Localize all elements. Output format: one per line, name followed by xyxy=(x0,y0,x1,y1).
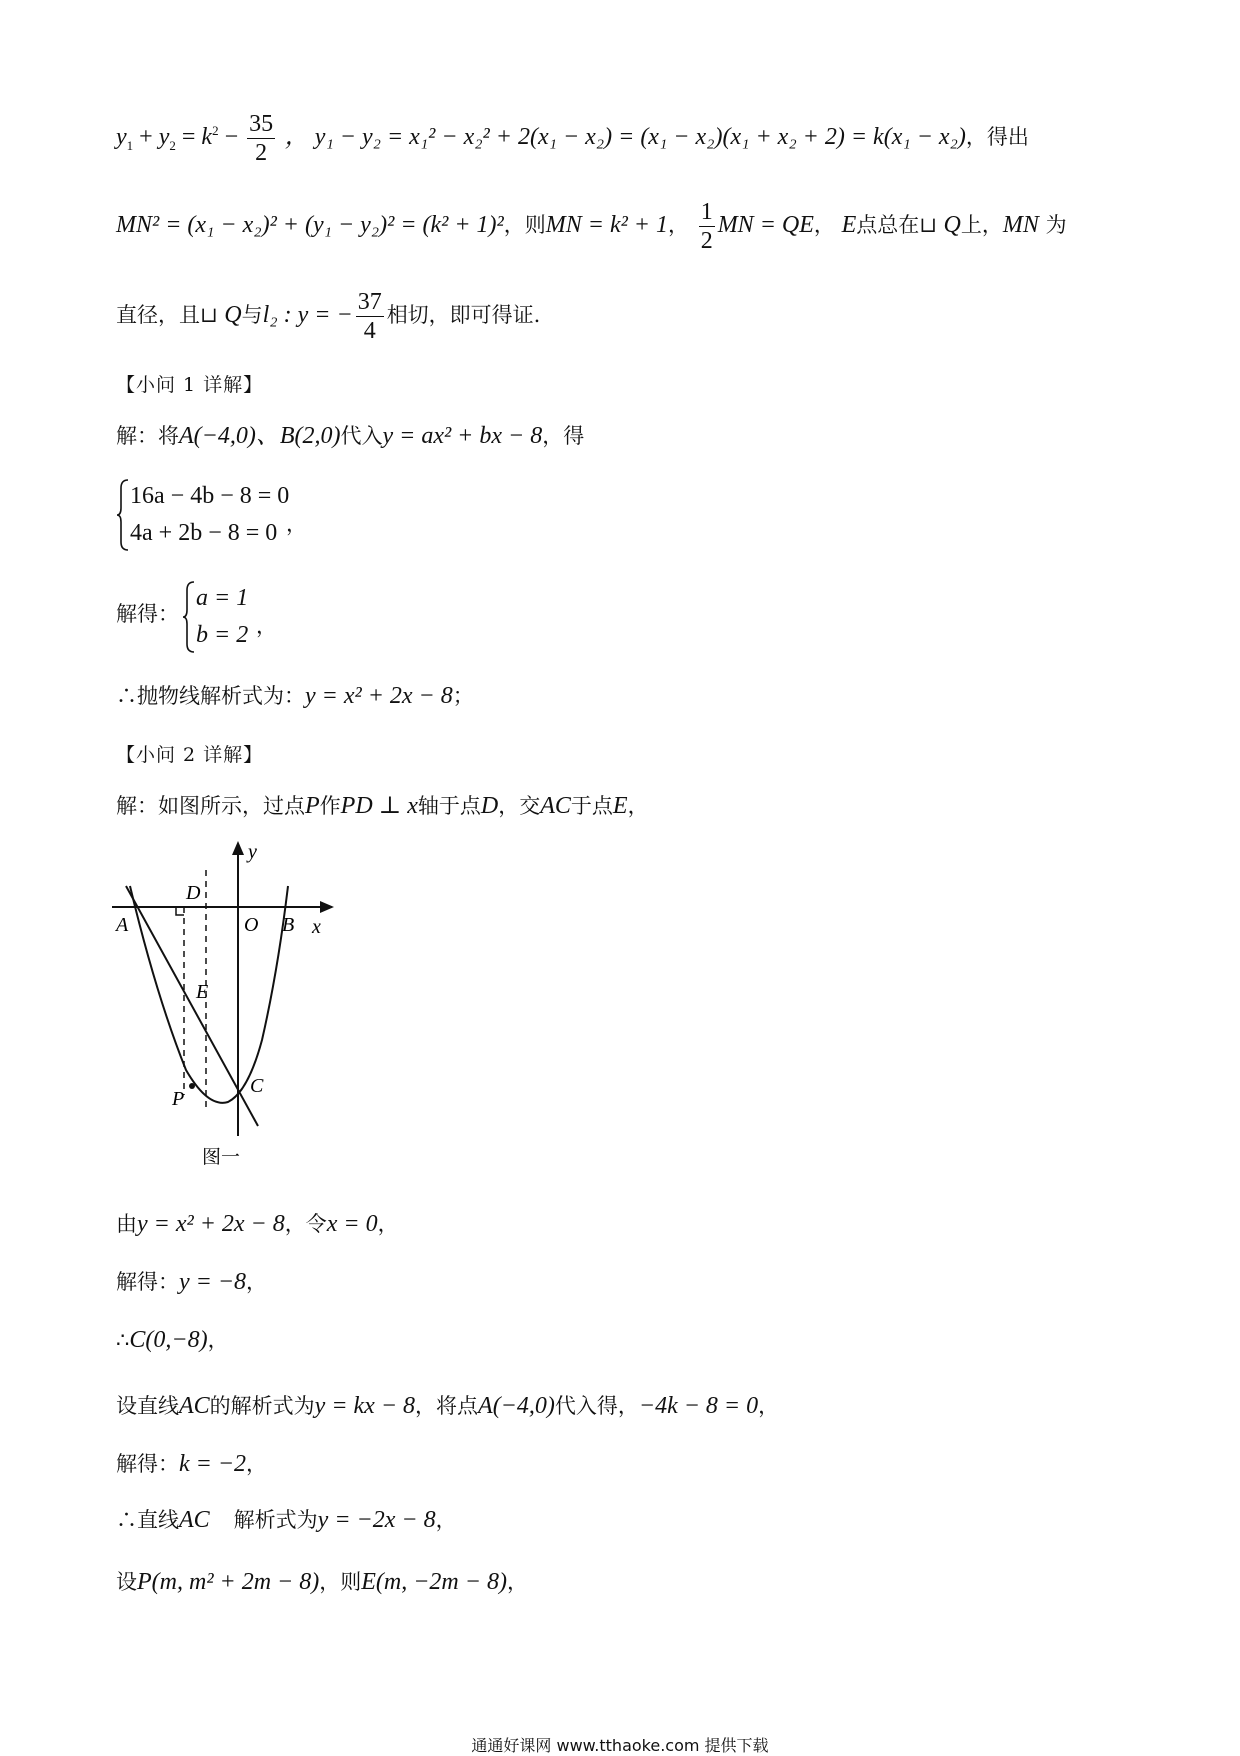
solution-line-3 xyxy=(116,684,474,708)
fraction-numerator: 37 xyxy=(357,289,382,315)
point-q: Q xyxy=(224,302,242,328)
point-e-coords: E(m, −2m − 8) xyxy=(361,1569,507,1595)
point-p-dot xyxy=(189,1083,195,1089)
fraction-denominator: 4 xyxy=(363,318,376,344)
text-yudian: 于点 xyxy=(570,794,613,818)
formula-y-value: y = −8 xyxy=(179,1269,247,1295)
text-de: ，得 xyxy=(542,424,585,448)
solution-line-1 xyxy=(116,424,584,448)
system-rows xyxy=(196,580,248,654)
points-a-b: A(−4,0)、B(2,0) xyxy=(179,423,341,449)
point-a-coords: A(−4,0) xyxy=(478,1393,555,1419)
formula-half-mn: MN = QE xyxy=(717,212,814,238)
label-o: O xyxy=(244,914,259,936)
text-jiede: 解得： xyxy=(116,1452,179,1476)
section-heading-1: 【小问 1 详解】 xyxy=(116,374,264,396)
text-yu: 与 xyxy=(241,303,263,327)
text-xiangqie: 相切，即可得证. xyxy=(386,303,541,327)
equation-system-2 xyxy=(182,580,302,660)
solution-line-9 xyxy=(116,1452,267,1476)
point-p-coords: P(m, m² + 2m − 8) xyxy=(137,1569,320,1595)
text-ze: ，则 xyxy=(503,213,546,237)
text-shang: 上， xyxy=(960,213,1003,237)
comma: ， xyxy=(286,512,307,536)
solution-b: b = 2 xyxy=(196,622,249,648)
fraction-denominator: 2 xyxy=(700,228,713,254)
equation-system-1 xyxy=(116,478,336,558)
formula-mn-squared: MN² = (x₁ − x₂)² + (y₁ − y₂)² = (k² + 1)² xyxy=(116,212,504,238)
label-y: y xyxy=(248,841,257,863)
point-e: E xyxy=(841,212,857,238)
fraction-numerator: 35 xyxy=(249,111,274,137)
formula-parabola: y = x² + 2x − 8 xyxy=(305,683,453,709)
line-l2: l₂ : y = − xyxy=(262,302,353,328)
text-dairu: 代入 xyxy=(340,424,383,448)
text-ze: ，则 xyxy=(319,1570,362,1594)
label-d: D xyxy=(186,882,201,904)
solution-line-11 xyxy=(116,1570,528,1594)
label-c: C xyxy=(250,1075,264,1097)
equation-row-2: 4a + 2b − 8 = 0 xyxy=(130,520,278,546)
right-angle-icon xyxy=(176,907,184,915)
fraction-numerator: 1 xyxy=(700,199,713,225)
solution-line-5 xyxy=(116,1212,399,1236)
label-a: A xyxy=(116,914,129,936)
fraction-35-2 xyxy=(247,112,275,165)
semicolon: ； xyxy=(452,684,474,708)
solution-line-10 xyxy=(116,1508,457,1532)
formula-line-ac: y = −2x − 8 xyxy=(317,1507,436,1533)
text-dianzongzai: 点总在 xyxy=(856,213,920,237)
text-zhijing: 直径，且 xyxy=(116,303,200,327)
text-jiao: ，交 xyxy=(498,794,541,818)
text-dechu: ，得出 xyxy=(965,125,1029,149)
formula-line-1 xyxy=(116,112,1029,165)
text-dairude: 代入得， xyxy=(554,1394,639,1418)
point-c-coords: C(0,−8) xyxy=(129,1327,208,1353)
formula-k-value: k = −2 xyxy=(179,1451,247,1477)
comma: ， xyxy=(758,1394,780,1418)
parabola-diagram xyxy=(108,840,368,1170)
comma: ， xyxy=(246,1270,268,1294)
segment-ac: AC xyxy=(179,1507,210,1533)
formula-parabola-general: y = ax² + bx − 8 xyxy=(382,423,543,449)
circle-symbol: ⊔ xyxy=(919,213,937,237)
text-wei: 为 xyxy=(1045,213,1067,237)
comma: ， xyxy=(813,213,835,237)
segment-ac: AC xyxy=(540,793,571,819)
y-arrow-icon xyxy=(232,841,244,855)
text-jiangdian: ，将点 xyxy=(415,1394,479,1418)
formula-difference: ， y₁ − y₂ = x₁² − x₂² + 2(x₁ − x₂) = (x₁ − x₂)(x₁ + x₂ + 2) = k(x₁ − x₂) xyxy=(284,124,966,150)
solution-a: a = 1 xyxy=(196,585,249,611)
text-ling: ，令 xyxy=(284,1212,327,1236)
comma: ， xyxy=(207,1328,229,1352)
label-x: x xyxy=(312,916,321,938)
formula-mn: MN = k² + 1 xyxy=(545,212,668,238)
label-b: B xyxy=(282,914,295,936)
circle-symbol: ⊔ xyxy=(200,303,218,327)
text-jie-jiang: 解：将 xyxy=(116,424,179,448)
text-zhouyudian: 轴于点 xyxy=(417,794,481,818)
figure-caption: 图一 xyxy=(202,1146,241,1168)
left-brace-icon xyxy=(116,478,130,552)
point-d: D xyxy=(480,793,499,819)
text-jiexishi: 解析式为 xyxy=(233,1508,318,1532)
text-parabola-expression: ∴抛物线解析式为： xyxy=(116,684,305,708)
formula-line-kx: y = kx − 8 xyxy=(314,1393,416,1419)
page-footer: 通通好课网 www.tthaoke.com 提供下载 xyxy=(471,1736,769,1755)
formula-sum: $y_1 + y_2 = k^2$ − xyxy=(116,123,245,153)
label-e: E xyxy=(196,981,209,1003)
solution-line-7 xyxy=(116,1328,229,1352)
segment-ac: AC xyxy=(179,1393,210,1419)
text-therefore-line: ∴直线 xyxy=(116,1508,179,1532)
comma: ， xyxy=(668,213,689,237)
section-heading-2: 【小问 2 详解】 xyxy=(116,744,264,766)
comma: ， xyxy=(246,1452,268,1476)
comma: ， xyxy=(627,794,649,818)
formula-x-zero: x = 0 xyxy=(326,1211,378,1237)
solution-line-4 xyxy=(116,794,649,818)
formula-k-equation: −4k − 8 = 0 xyxy=(638,1393,759,1419)
x-arrow-icon xyxy=(320,901,334,913)
fraction-37-4 xyxy=(356,290,384,343)
formula-line-3 xyxy=(116,290,540,343)
text-she: 设 xyxy=(116,1570,137,1594)
text-jiede: 解得： xyxy=(116,1270,179,1294)
formula-line-2 xyxy=(116,200,1067,253)
parabola-curve xyxy=(130,886,288,1103)
text-shezhixian: 设直线 xyxy=(116,1394,179,1418)
left-brace-icon xyxy=(182,580,196,654)
fraction-denominator: 2 xyxy=(255,140,268,166)
text-you: 由 xyxy=(116,1212,137,1236)
comma: ， xyxy=(506,1570,528,1594)
segment-mn: MN xyxy=(1002,212,1039,238)
point-e: E xyxy=(612,793,628,819)
figure-parabola xyxy=(108,840,368,1174)
solution-line-6 xyxy=(116,1270,267,1294)
comma: ， xyxy=(256,614,277,638)
point-q: Q xyxy=(943,212,961,238)
text-rutu: 解：如图所示，过点 xyxy=(116,794,305,818)
formula-perpendicular: PD ⊥ x xyxy=(340,793,418,819)
comma: ， xyxy=(435,1508,457,1532)
comma: ， xyxy=(377,1212,399,1236)
solution-line-2 xyxy=(116,604,179,625)
formula-parabola: y = x² + 2x − 8 xyxy=(137,1211,285,1237)
system-rows xyxy=(130,478,289,552)
therefore-symbol: ∴ xyxy=(116,1328,130,1352)
text-jiede: 解得： xyxy=(116,602,179,626)
label-p: P xyxy=(172,1088,185,1110)
fraction-1-2 xyxy=(699,200,715,253)
equation-row-1: 16a − 4b − 8 = 0 xyxy=(130,483,290,509)
text-jiexishiwei: 的解析式为 xyxy=(209,1394,315,1418)
text-zuo: 作 xyxy=(319,794,341,818)
solution-line-8 xyxy=(116,1394,779,1418)
point-p: P xyxy=(305,793,320,819)
